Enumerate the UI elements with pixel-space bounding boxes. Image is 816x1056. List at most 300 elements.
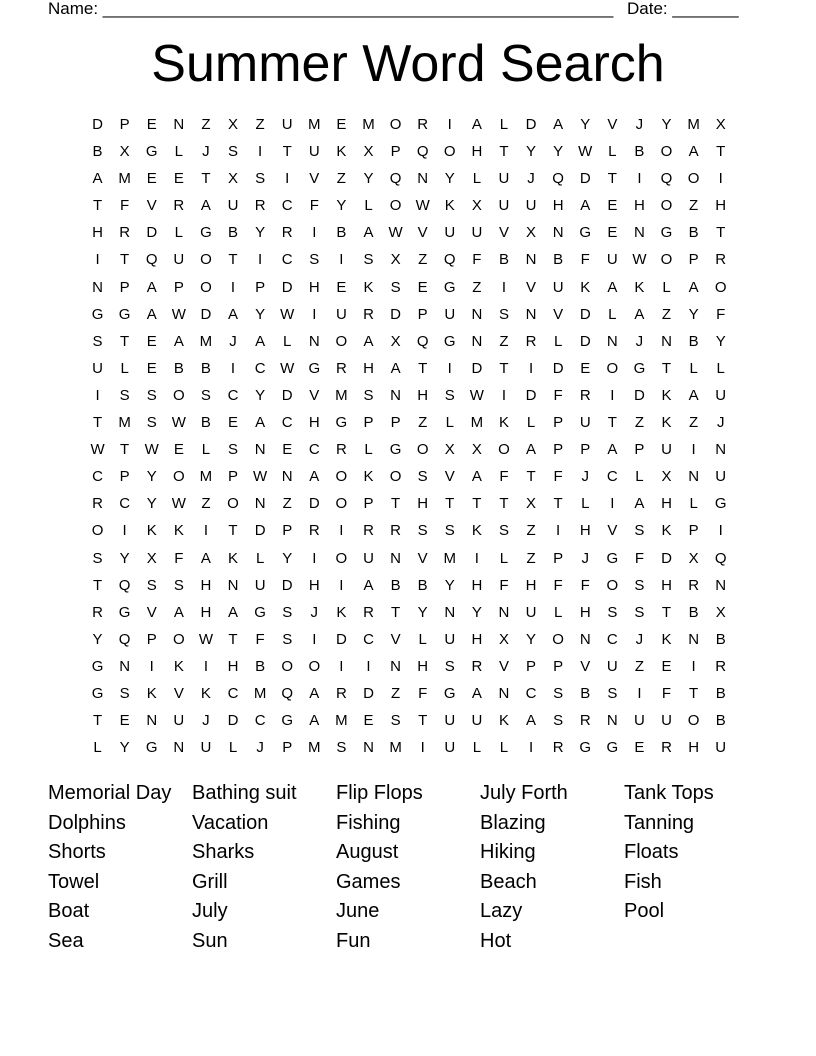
grid-letter[interactable]: P <box>417 305 428 323</box>
grid-letter[interactable]: U <box>227 197 239 215</box>
grid-letter[interactable]: C <box>525 684 537 702</box>
grid-letter[interactable]: P <box>363 414 374 432</box>
grid-letter[interactable]: Z <box>689 414 699 432</box>
grid-letter[interactable]: W <box>253 468 268 486</box>
grid-letter[interactable]: C <box>227 386 239 404</box>
grid-letter[interactable]: A <box>255 332 266 350</box>
grid-letter[interactable]: Z <box>526 522 536 540</box>
grid-letter[interactable]: G <box>443 332 456 350</box>
grid-letter[interactable]: D <box>390 305 401 323</box>
grid-letter[interactable]: Z <box>634 657 644 675</box>
grid-letter[interactable]: N <box>308 332 320 350</box>
grid-letter[interactable]: A <box>390 359 401 377</box>
grid-letter[interactable]: U <box>498 197 510 215</box>
grid-letter[interactable]: E <box>336 116 347 133</box>
grid-letter[interactable]: T <box>499 143 509 161</box>
grid-letter[interactable]: H <box>227 657 239 675</box>
grid-letter[interactable]: T <box>390 495 401 513</box>
grid-letter[interactable]: K <box>228 549 239 567</box>
grid-letter[interactable]: N <box>471 305 483 323</box>
grid-letter[interactable]: V <box>580 657 591 675</box>
grid-letter[interactable]: N <box>688 630 700 648</box>
grid-letter[interactable]: D <box>335 630 347 648</box>
grid-letter[interactable]: D <box>552 359 564 377</box>
grid-letter[interactable]: U <box>308 143 320 161</box>
grid-letter[interactable]: X <box>715 116 726 133</box>
grid-letter[interactable]: U <box>92 359 103 377</box>
grid-letter[interactable]: D <box>471 359 483 377</box>
grid-letter[interactable]: S <box>553 684 564 702</box>
grid-letter[interactable]: R <box>335 359 347 377</box>
grid-letter[interactable]: T <box>716 143 726 161</box>
grid-letter[interactable]: R <box>281 224 293 242</box>
grid-letter[interactable]: M <box>308 739 321 757</box>
grid-letter[interactable]: H <box>552 197 564 215</box>
grid-letter[interactable]: F <box>580 576 590 594</box>
grid-letter[interactable]: O <box>335 549 348 567</box>
grid-letter[interactable]: I <box>691 657 696 675</box>
grid-letter[interactable]: I <box>203 522 208 540</box>
grid-letter[interactable]: O <box>606 576 619 594</box>
grid-letter[interactable]: X <box>471 441 482 459</box>
grid-letter[interactable]: B <box>498 251 509 269</box>
grid-letter[interactable]: S <box>309 251 320 269</box>
grid-letter[interactable]: Y <box>255 305 266 323</box>
grid-letter[interactable]: R <box>579 386 591 404</box>
grid-letter[interactable]: J <box>202 712 210 730</box>
grid-letter[interactable]: S <box>363 386 374 404</box>
grid-letter[interactable]: R <box>661 739 672 757</box>
grid-letter[interactable]: H <box>634 197 645 215</box>
grid-letter[interactable]: A <box>228 603 239 621</box>
grid-letter[interactable]: A <box>309 468 320 486</box>
grid-letter[interactable]: V <box>553 305 564 323</box>
grid-letter[interactable]: J <box>310 603 319 621</box>
grid-letter[interactable]: H <box>200 603 212 621</box>
grid-letter[interactable]: J <box>581 549 589 567</box>
grid-letter[interactable]: F <box>255 630 265 648</box>
grid-letter[interactable]: T <box>499 495 509 513</box>
grid-letter[interactable]: K <box>634 278 645 296</box>
grid-letter[interactable]: T <box>526 468 536 486</box>
grid-letter[interactable]: C <box>254 359 266 377</box>
grid-letter[interactable]: G <box>579 224 592 242</box>
grid-letter[interactable]: L <box>174 143 183 161</box>
grid-letter[interactable]: K <box>498 414 509 432</box>
grid-letter[interactable]: L <box>581 495 590 513</box>
grid-letter[interactable]: U <box>606 251 618 269</box>
grid-letter[interactable]: V <box>607 116 618 133</box>
grid-letter[interactable]: F <box>309 197 319 215</box>
grid-letter[interactable]: U <box>715 739 727 757</box>
grid-letter[interactable]: Y <box>580 116 591 133</box>
grid-letter[interactable]: S <box>228 441 239 459</box>
grid-letter[interactable]: R <box>390 522 401 540</box>
grid-letter[interactable]: L <box>445 414 454 432</box>
grid-letter[interactable]: G <box>443 684 456 702</box>
grid-letter[interactable]: F <box>120 197 130 215</box>
grid-letter[interactable]: I <box>258 251 263 269</box>
grid-letter[interactable]: H <box>661 576 672 594</box>
grid-letter[interactable]: P <box>688 251 699 269</box>
grid-letter[interactable]: T <box>716 224 726 242</box>
grid-letter[interactable]: I <box>95 251 100 269</box>
grid-letter[interactable]: R <box>363 305 374 323</box>
grid-letter[interactable]: B <box>390 576 401 594</box>
grid-letter[interactable]: O <box>389 116 402 133</box>
grid-letter[interactable]: S <box>634 522 645 540</box>
grid-letter[interactable]: L <box>553 603 563 621</box>
grid-letter[interactable]: A <box>228 305 239 323</box>
grid-letter[interactable]: X <box>146 549 157 567</box>
grid-letter[interactable]: V <box>526 278 537 296</box>
grid-letter[interactable]: S <box>336 739 347 757</box>
grid-letter[interactable]: L <box>364 197 373 215</box>
grid-letter[interactable]: P <box>282 522 293 540</box>
grid-letter[interactable]: A <box>363 332 374 350</box>
grid-letter[interactable]: Y <box>336 197 347 215</box>
grid-letter[interactable]: I <box>718 522 723 540</box>
grid-letter[interactable]: I <box>312 305 317 323</box>
grid-letter[interactable]: C <box>606 630 618 648</box>
grid-letter[interactable]: Y <box>255 386 266 404</box>
grid-letter[interactable]: Y <box>444 576 455 594</box>
grid-letter[interactable]: S <box>444 657 455 675</box>
grid-letter[interactable]: I <box>312 224 317 242</box>
grid-letter[interactable]: N <box>715 576 727 594</box>
grid-letter[interactable]: D <box>200 305 212 323</box>
grid-letter[interactable]: Z <box>336 170 346 188</box>
grid-letter[interactable]: I <box>230 359 236 377</box>
grid-letter[interactable]: D <box>579 332 591 350</box>
grid-letter[interactable]: S <box>146 414 157 432</box>
grid-letter[interactable]: N <box>254 495 266 513</box>
grid-letter[interactable]: T <box>499 359 509 377</box>
grid-letter[interactable]: M <box>199 332 213 350</box>
grid-letter[interactable]: U <box>525 197 537 215</box>
grid-letter[interactable]: R <box>335 684 347 702</box>
grid-letter[interactable]: I <box>474 549 479 567</box>
grid-letter[interactable]: F <box>553 386 563 404</box>
grid-letter[interactable]: N <box>390 549 401 567</box>
grid-letter[interactable]: U <box>444 739 456 757</box>
grid-letter[interactable]: S <box>173 576 184 594</box>
grid-letter[interactable]: B <box>255 657 266 675</box>
grid-letter[interactable]: C <box>254 712 266 730</box>
grid-letter[interactable]: X <box>498 630 509 648</box>
grid-letter[interactable]: P <box>363 495 374 513</box>
grid-letter[interactable]: S <box>444 386 455 404</box>
grid-letter[interactable]: G <box>200 224 212 242</box>
grid-letter[interactable]: Q <box>443 251 456 269</box>
grid-letter[interactable]: O <box>714 278 727 296</box>
grid-letter[interactable]: Y <box>715 332 726 350</box>
grid-letter[interactable]: U <box>498 170 510 188</box>
grid-letter[interactable]: I <box>691 441 696 459</box>
grid-letter[interactable]: O <box>498 441 510 459</box>
grid-letter[interactable]: U <box>471 712 483 730</box>
grid-letter[interactable]: T <box>661 603 672 621</box>
grid-letter[interactable]: N <box>661 332 672 350</box>
grid-letter[interactable]: R <box>525 332 537 350</box>
grid-letter[interactable]: I <box>339 251 344 269</box>
grid-letter[interactable]: F <box>553 468 563 486</box>
grid-letter[interactable]: I <box>501 386 507 404</box>
grid-letter[interactable]: C <box>308 441 320 459</box>
grid-letter[interactable]: R <box>92 495 103 513</box>
grid-letter[interactable]: H <box>688 739 700 757</box>
grid-letter[interactable]: U <box>444 224 456 242</box>
grid-letter[interactable]: T <box>607 170 617 188</box>
grid-letter[interactable]: K <box>498 712 509 730</box>
grid-letter[interactable]: E <box>634 739 645 757</box>
grid-letter[interactable]: I <box>501 278 507 296</box>
grid-letter[interactable]: T <box>92 576 103 594</box>
grid-letter[interactable]: W <box>171 305 186 323</box>
grid-letter[interactable]: L <box>418 630 427 648</box>
grid-letter[interactable]: R <box>417 116 429 133</box>
grid-letter[interactable]: B <box>715 712 726 730</box>
grid-letter[interactable]: I <box>203 657 208 675</box>
grid-letter[interactable]: D <box>525 116 537 133</box>
grid-letter[interactable]: A <box>526 712 537 730</box>
grid-letter[interactable]: P <box>553 549 564 567</box>
grid-letter[interactable]: I <box>528 359 534 377</box>
grid-letter[interactable]: I <box>258 143 263 161</box>
grid-letter[interactable]: B <box>417 576 428 594</box>
grid-letter[interactable]: R <box>579 712 591 730</box>
grid-letter[interactable]: L <box>662 278 671 296</box>
grid-letter[interactable]: U <box>281 116 293 133</box>
grid-letter[interactable]: T <box>607 414 617 432</box>
grid-letter[interactable]: O <box>552 630 564 648</box>
grid-letter[interactable]: A <box>471 116 482 133</box>
grid-letter[interactable]: Y <box>92 630 103 648</box>
grid-letter[interactable]: M <box>335 712 348 730</box>
grid-letter[interactable]: B <box>553 251 564 269</box>
grid-letter[interactable]: K <box>336 603 347 621</box>
grid-letter[interactable]: C <box>227 684 239 702</box>
grid-letter[interactable]: B <box>173 359 184 377</box>
grid-letter[interactable]: C <box>363 630 374 648</box>
grid-letter[interactable]: L <box>93 739 102 757</box>
grid-letter[interactable]: V <box>498 224 509 242</box>
grid-letter[interactable]: Y <box>146 468 157 486</box>
grid-letter[interactable]: O <box>335 332 348 350</box>
grid-letter[interactable]: S <box>363 251 374 269</box>
grid-letter[interactable]: S <box>282 603 293 621</box>
grid-letter[interactable]: I <box>610 495 615 513</box>
grid-letter[interactable]: L <box>120 359 129 377</box>
grid-letter[interactable]: K <box>444 197 455 215</box>
grid-letter[interactable]: K <box>661 386 672 404</box>
grid-letter[interactable]: S <box>92 549 103 567</box>
grid-letter[interactable]: Z <box>661 305 672 323</box>
grid-letter[interactable]: X <box>526 224 537 242</box>
grid-letter[interactable]: E <box>336 278 347 296</box>
grid-letter[interactable]: G <box>118 603 131 621</box>
grid-letter[interactable]: R <box>363 522 374 540</box>
grid-letter[interactable]: N <box>715 441 727 459</box>
grid-letter[interactable]: M <box>687 116 700 133</box>
grid-letter[interactable]: W <box>198 630 213 648</box>
grid-letter[interactable]: X <box>390 251 401 269</box>
grid-letter[interactable]: Y <box>119 739 130 757</box>
grid-letter[interactable]: C <box>281 414 293 432</box>
grid-letter[interactable]: Q <box>416 143 429 161</box>
grid-letter[interactable]: X <box>526 495 537 513</box>
grid-letter[interactable]: G <box>145 739 158 757</box>
grid-letter[interactable]: O <box>172 386 185 404</box>
grid-letter[interactable]: Y <box>526 630 537 648</box>
grid-letter[interactable]: O <box>416 441 429 459</box>
grid-letter[interactable]: G <box>579 739 592 757</box>
grid-letter[interactable]: Z <box>418 251 428 269</box>
grid-letter[interactable]: X <box>661 468 672 486</box>
grid-letter[interactable]: U <box>173 712 185 730</box>
grid-letter[interactable]: Z <box>634 414 644 432</box>
grid-letter[interactable]: X <box>228 116 239 133</box>
grid-letter[interactable]: Y <box>471 603 482 621</box>
grid-letter[interactable]: G <box>443 278 456 296</box>
grid-letter[interactable]: O <box>200 278 212 296</box>
grid-letter[interactable]: W <box>171 495 186 513</box>
grid-letter[interactable]: V <box>498 657 509 675</box>
grid-letter[interactable]: A <box>363 576 374 594</box>
grid-letter[interactable]: O <box>281 657 294 675</box>
grid-letter[interactable]: D <box>525 386 537 404</box>
grid-letter[interactable]: B <box>688 332 699 350</box>
grid-letter[interactable]: E <box>146 170 157 188</box>
grid-letter[interactable]: K <box>580 278 591 296</box>
grid-letter[interactable]: H <box>471 143 483 161</box>
grid-letter[interactable]: B <box>688 224 699 242</box>
grid-letter[interactable]: O <box>687 170 700 188</box>
grid-letter[interactable]: T <box>445 495 455 513</box>
grid-letter[interactable]: Y <box>119 549 130 567</box>
grid-letter[interactable]: S <box>553 712 564 730</box>
grid-letter[interactable]: N <box>634 224 645 242</box>
grid-letter[interactable]: B <box>200 359 211 377</box>
grid-letter[interactable]: F <box>634 549 644 567</box>
grid-letter[interactable]: L <box>201 441 211 459</box>
grid-letter[interactable]: R <box>363 603 374 621</box>
grid-letter[interactable]: P <box>255 278 266 296</box>
grid-letter[interactable]: E <box>228 414 239 432</box>
grid-letter[interactable]: C <box>92 468 103 486</box>
grid-letter[interactable]: G <box>606 549 619 567</box>
grid-letter[interactable]: B <box>715 630 726 648</box>
grid-letter[interactable]: S <box>228 143 239 161</box>
grid-letter[interactable]: J <box>202 143 210 161</box>
grid-letter[interactable]: K <box>661 630 672 648</box>
grid-letter[interactable]: A <box>146 278 157 296</box>
grid-letter[interactable]: O <box>660 143 673 161</box>
grid-letter[interactable]: P <box>228 468 239 486</box>
grid-letter[interactable]: A <box>363 224 374 242</box>
grid-letter[interactable]: O <box>172 468 185 486</box>
grid-letter[interactable]: Y <box>146 495 157 513</box>
grid-letter[interactable]: T <box>92 414 103 432</box>
grid-letter[interactable]: E <box>146 359 157 377</box>
grid-letter[interactable]: M <box>308 116 321 133</box>
grid-letter[interactable]: L <box>255 549 265 567</box>
grid-letter[interactable]: A <box>309 684 320 702</box>
grid-letter[interactable]: U <box>254 576 266 594</box>
grid-letter[interactable]: I <box>447 359 452 377</box>
grid-letter[interactable]: H <box>363 359 374 377</box>
grid-letter[interactable]: W <box>90 441 105 459</box>
grid-letter[interactable]: L <box>635 468 644 486</box>
grid-letter[interactable]: K <box>173 522 184 540</box>
grid-letter[interactable]: N <box>363 739 374 757</box>
grid-letter[interactable]: H <box>715 197 727 215</box>
grid-letter[interactable]: W <box>144 441 159 459</box>
grid-letter[interactable]: W <box>388 224 403 242</box>
grid-letter[interactable]: T <box>92 197 103 215</box>
grid-letter[interactable]: K <box>471 522 482 540</box>
grid-letter[interactable]: S <box>92 332 103 350</box>
grid-letter[interactable]: Q <box>145 251 158 269</box>
grid-letter[interactable]: N <box>227 576 239 594</box>
grid-letter[interactable]: Y <box>417 603 428 621</box>
grid-letter[interactable]: R <box>715 657 727 675</box>
grid-letter[interactable]: B <box>228 224 239 242</box>
grid-letter[interactable]: H <box>308 278 320 296</box>
grid-letter[interactable]: U <box>200 739 212 757</box>
grid-letter[interactable]: N <box>119 657 131 675</box>
grid-letter[interactable]: J <box>635 116 644 133</box>
grid-letter[interactable]: W <box>415 197 430 215</box>
grid-letter[interactable]: H <box>92 224 103 242</box>
grid-letter[interactable]: A <box>607 278 618 296</box>
grid-letter[interactable]: A <box>173 603 184 621</box>
grid-letter[interactable]: R <box>254 197 266 215</box>
grid-letter[interactable]: Q <box>552 170 564 188</box>
grid-letter[interactable]: X <box>471 197 482 215</box>
grid-letter[interactable]: G <box>118 305 131 323</box>
grid-letter[interactable]: N <box>552 224 564 242</box>
grid-letter[interactable]: E <box>282 441 293 459</box>
grid-letter[interactable]: Z <box>201 116 211 133</box>
grid-letter[interactable]: I <box>285 170 290 188</box>
grid-letter[interactable]: V <box>146 197 157 215</box>
grid-letter[interactable]: N <box>525 251 537 269</box>
grid-letter[interactable]: D <box>92 116 103 133</box>
grid-letter[interactable]: S <box>255 170 266 188</box>
grid-letter[interactable]: I <box>637 684 642 702</box>
grid-letter[interactable]: C <box>119 495 131 513</box>
grid-letter[interactable]: A <box>146 305 157 323</box>
grid-letter[interactable]: U <box>363 549 374 567</box>
grid-letter[interactable]: A <box>200 549 211 567</box>
grid-letter[interactable]: E <box>173 170 184 188</box>
grid-letter[interactable]: Q <box>389 170 402 188</box>
grid-letter[interactable]: V <box>607 522 618 540</box>
grid-letter[interactable]: Z <box>418 414 428 432</box>
grid-letter[interactable]: M <box>253 684 267 702</box>
grid-letter[interactable]: N <box>417 170 429 188</box>
grid-letter[interactable]: B <box>688 603 699 621</box>
grid-letter[interactable]: G <box>606 739 619 757</box>
grid-letter[interactable]: P <box>553 657 564 675</box>
grid-letter[interactable]: Y <box>526 143 537 161</box>
grid-letter[interactable]: J <box>716 414 725 432</box>
grid-letter[interactable]: D <box>634 386 645 404</box>
grid-letter[interactable]: X <box>119 143 130 161</box>
grid-letter[interactable]: K <box>363 468 374 486</box>
grid-letter[interactable]: S <box>607 603 618 621</box>
